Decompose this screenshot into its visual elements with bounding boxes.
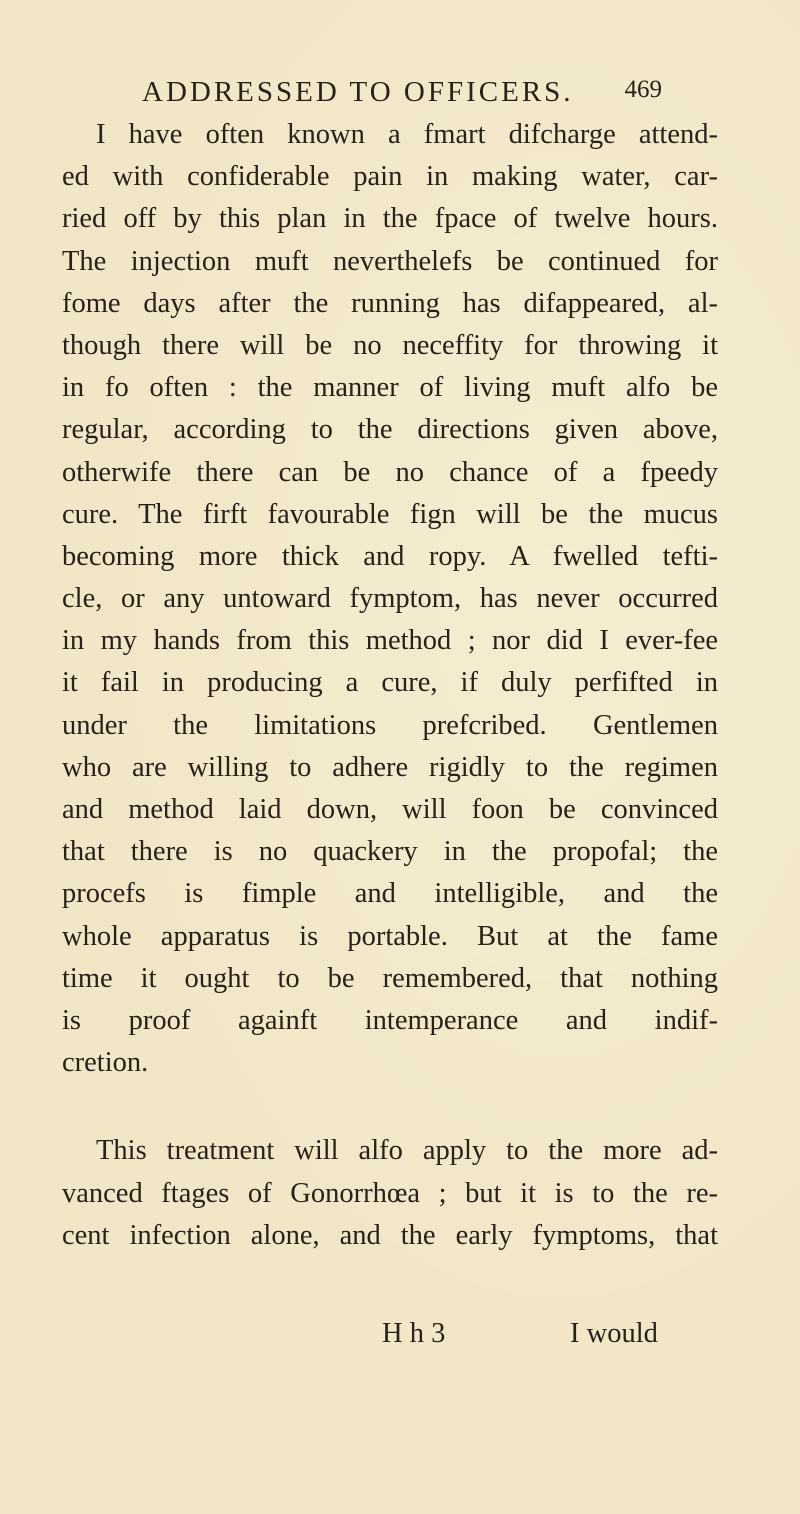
catchword: I would — [570, 1318, 658, 1349]
text-line: though there will be no neceffity for throwing it — [62, 329, 718, 361]
text-line: and method laid down, will foon be convinced — [62, 794, 718, 825]
page-number: 469 — [624, 76, 662, 103]
signature-mark: H h 3 — [382, 1318, 446, 1349]
text-line: cent infection alone, and the early fymptoms, that — [62, 1219, 718, 1251]
running-title: ADDRESSED TO OFFICERS. — [142, 76, 574, 108]
text-line: I have often known a fmart difcharge attend- — [96, 119, 718, 150]
paragraph-2 — [62, 1130, 718, 1257]
text-line: who are willing to adhere rigidly to the regimen — [62, 751, 718, 783]
text-line: becoming more thick and ropy. A fwelled tefti- — [62, 540, 718, 572]
text-line: fome days after the running has difappeared, al- — [62, 287, 718, 319]
text-line: procefs is fimple and intelligible, and the — [62, 878, 718, 910]
text-line: ried off by this plan in the fpace of twelve hours. — [62, 203, 718, 235]
text-line: This treatment will alfo apply to the more ad- — [96, 1135, 718, 1167]
page-header — [142, 76, 662, 116]
body-text — [62, 114, 718, 1257]
text-line: regular, according to the directions given above, — [62, 414, 718, 446]
text-line: in my hands from this method ; nor did I ever-fee — [62, 625, 718, 657]
text-line: it fail in producing a cure, if duly perfifted in — [62, 667, 718, 699]
page-footer — [0, 1318, 800, 1358]
text-line: ed with confiderable pain in making water, car- — [62, 161, 718, 193]
text-line: vanced ftages of Gonorrhœa ; but it is to the re- — [62, 1177, 718, 1209]
text-line: that there is no quackery in the propofal; the — [62, 836, 718, 868]
text-line: otherwife there can be no chance of a fpeedy — [62, 456, 718, 488]
text-line: whole apparatus is portable. But at the fame — [62, 920, 718, 952]
paragraph-1 — [62, 114, 718, 1084]
paragraph-gap — [62, 1084, 718, 1130]
text-line: in fo often : the manner of living muft alfo be — [62, 372, 718, 404]
text-line: The injection muft neverthelefs be continued for — [62, 245, 718, 277]
text-line: time it ought to be remembered, that nothing — [62, 962, 718, 994]
text-line: cretion. — [62, 1047, 149, 1079]
text-line: cle, or any untoward fymptom, has never occurred — [62, 583, 718, 615]
text-line: is proof againft intemperance and indif- — [62, 1004, 718, 1036]
text-line: under the limitations prefcribed. Gentlemen — [62, 709, 718, 741]
text-line: cure. The firft favourable fign will be the mucus — [62, 498, 718, 530]
